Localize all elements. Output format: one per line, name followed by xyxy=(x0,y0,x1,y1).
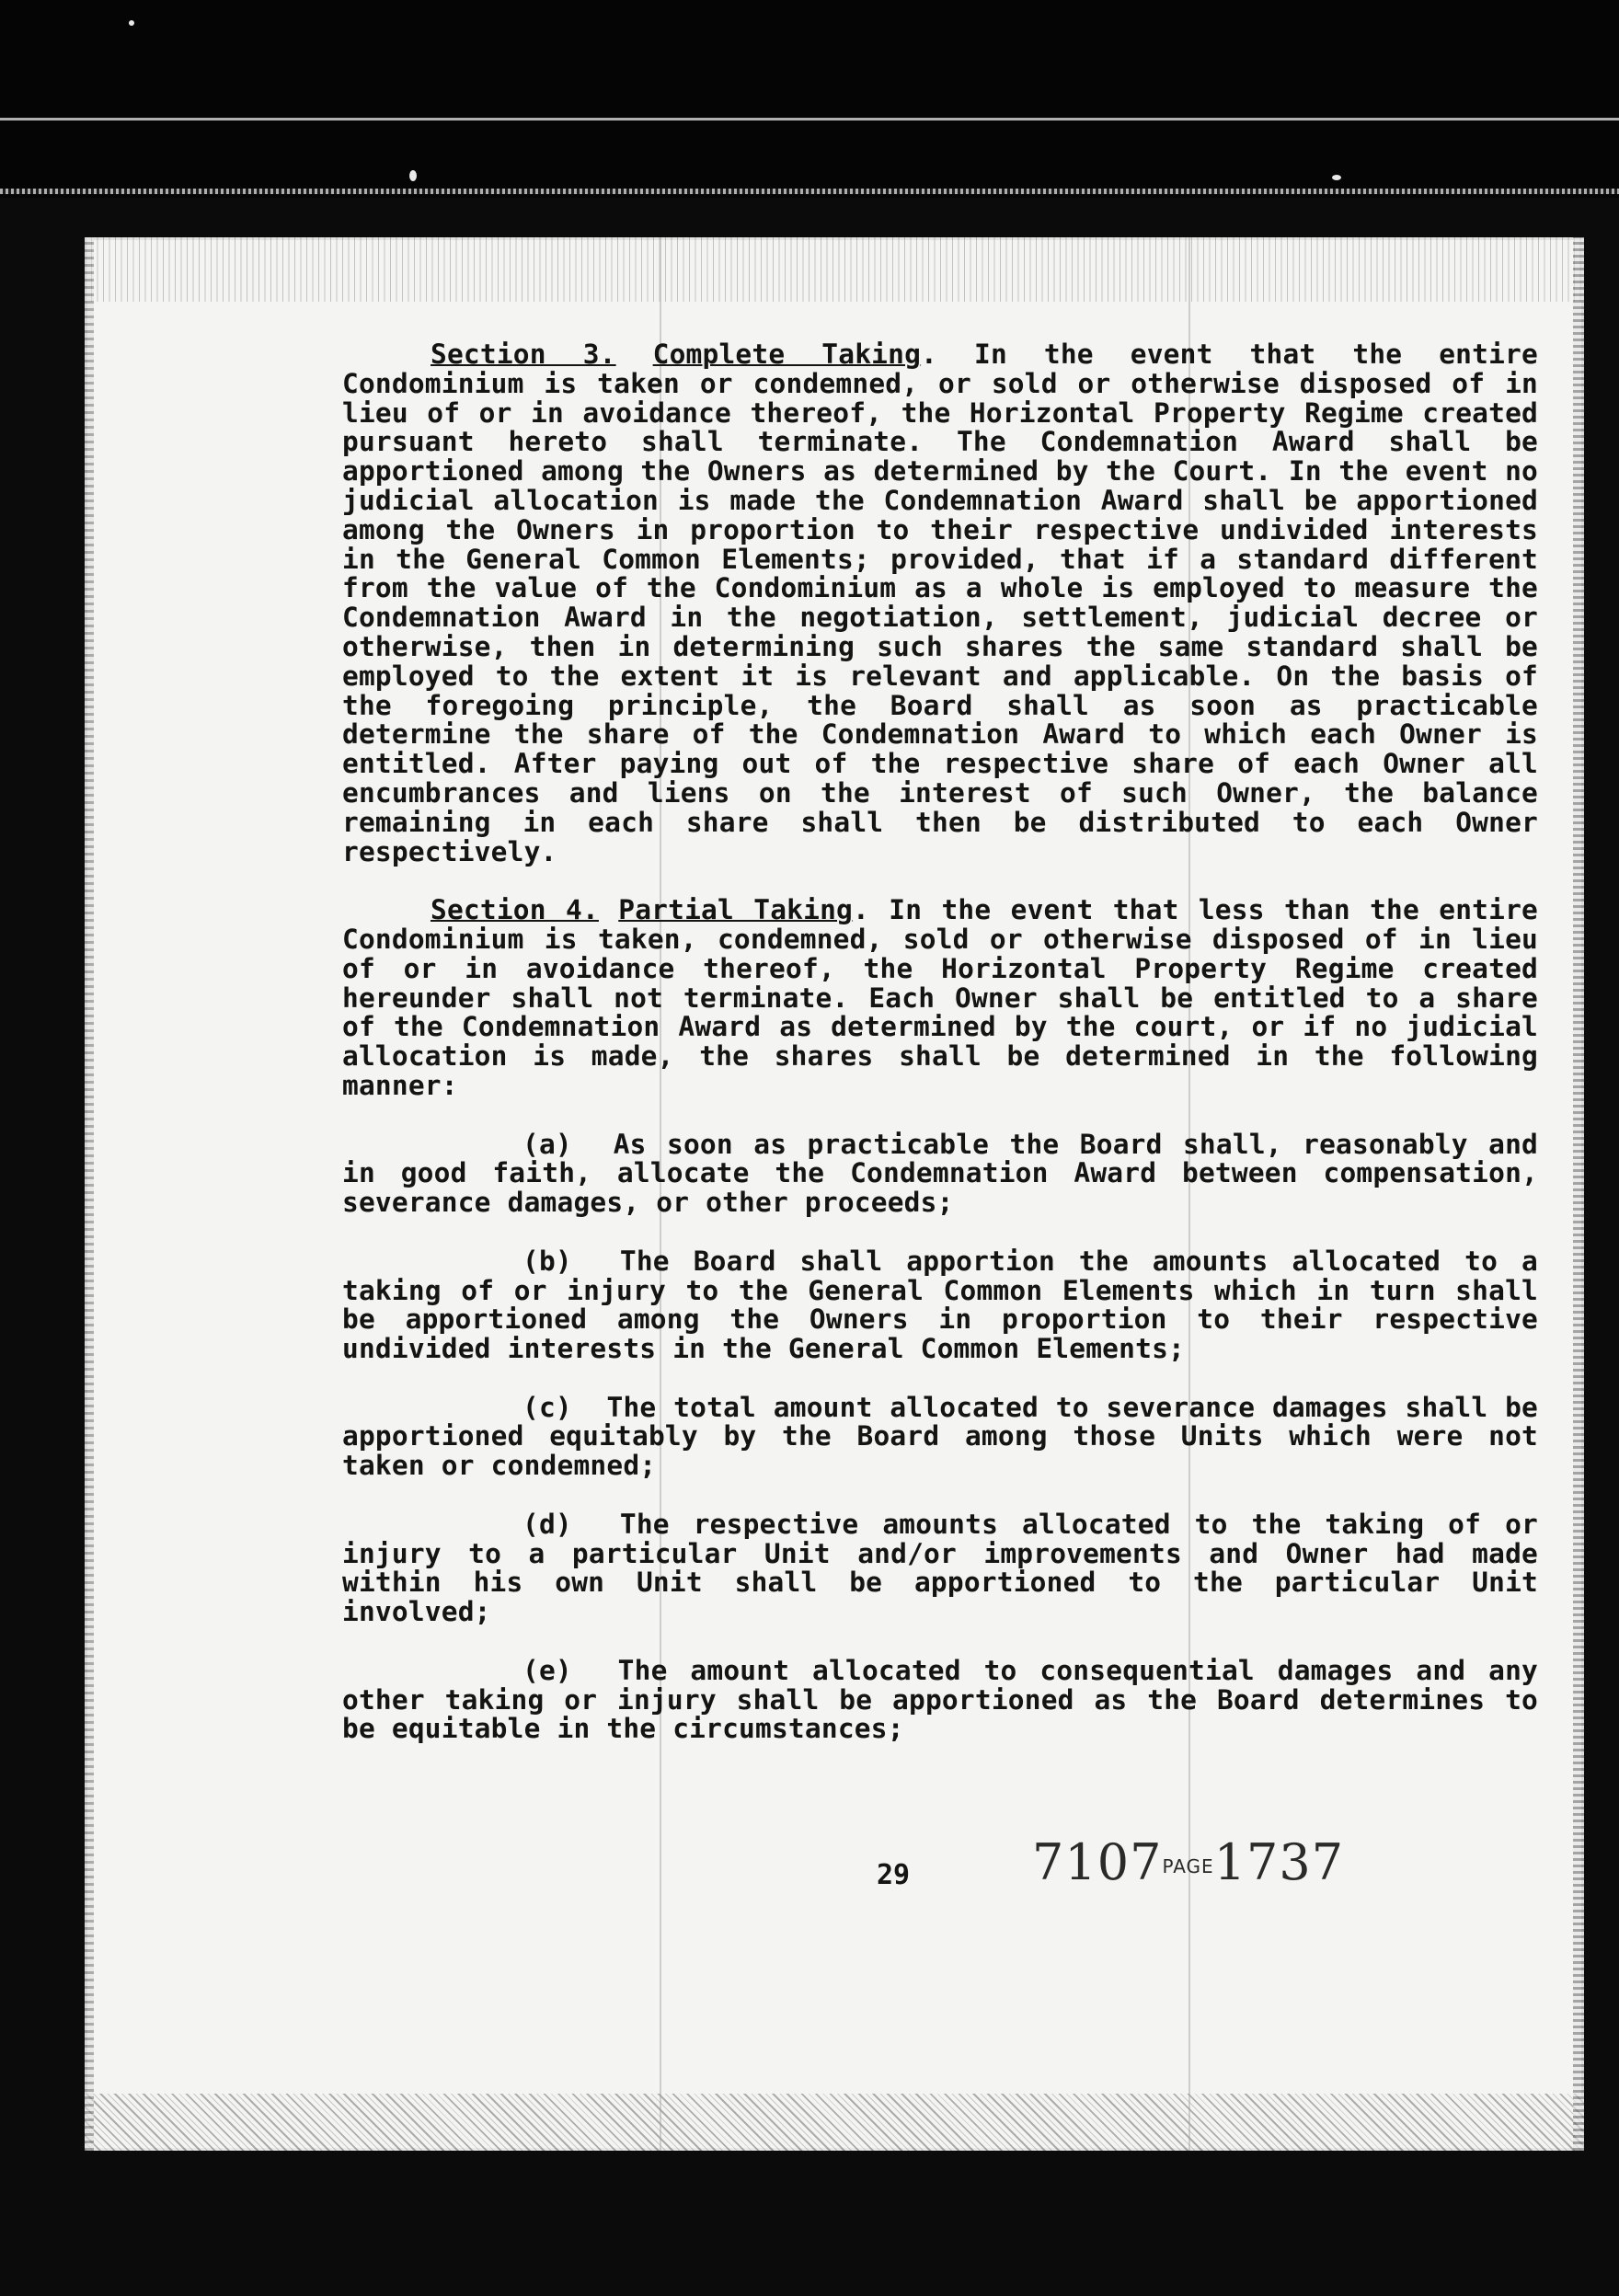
item-text: The Board shall apportion the amounts allocated to a taking of or injury to the General Common Elements which in turn shall be apportioned among the Owners in proportion to their respective undivided interests in the General Common Elements; xyxy=(342,1245,1538,1365)
dust-speck xyxy=(1332,175,1341,180)
section-4-title: Partial Taking xyxy=(618,894,854,926)
item-label: (c) xyxy=(522,1391,572,1423)
section-3-heading: Section 3. xyxy=(431,339,616,370)
book-number: 7107 xyxy=(1032,1833,1163,1891)
list-item-e xyxy=(342,1654,1539,1745)
list-item-c xyxy=(342,1391,1539,1482)
item-text: The total amount allocated to severance damages shall be apportioned equitably by the Board among those Units which were not taken or condemned; xyxy=(342,1391,1539,1482)
scan-noise-left xyxy=(85,237,94,2151)
scan-edge-line xyxy=(0,118,1619,121)
scan-noise-top xyxy=(85,237,1584,302)
list-item-d xyxy=(342,1510,1538,1627)
section-4-heading: Section 4. xyxy=(431,894,599,926)
item-text: As soon as practicable the Board shall, reasonably and in good faith, allocate the Condemnation Award between compensation, severance damages, or other proceeds; xyxy=(342,1128,1539,1219)
document-page xyxy=(85,237,1584,2151)
section-4-paragraph xyxy=(342,896,1538,1101)
book-page-label: PAGE xyxy=(1162,1855,1214,1877)
dust-speck xyxy=(409,170,417,181)
scan-top-band xyxy=(0,0,1619,198)
section-3-paragraph xyxy=(342,340,1538,867)
section-3-title: Complete Taking xyxy=(652,339,922,370)
page-number: 29 xyxy=(877,1859,911,1891)
section-3-text: . In the event that the entire Condominium is taken or condemned, or sold or otherwise disposed of in lieu of or in avoidance thereof, the Horizontal Property Regime created pursuant hereto shall terminate. The Condemnation Award shall be apportioned among the Owners as determined by the Court. In the event no judicial allocation is made the Condemnation Award shall be apportioned among the Owners in proportion to their respective undivided interests in the General Common Elements; provided, that if a standard different from the value of the Condominium as a whole is employed to measure the Condemnation Award in the negotiation, settlement, judicial decree or otherwise, then in determining such shares the same standard shall be employed to the extent it is relevant and applicable. On the basis of the foregoing principle, the Board shall as soon as practicable determine the share of the Condemnation Award to which each Owner is entitled. After paying out of the respective share of each Owner all encumbrances and liens on the interest of such Owner, the balance remaining in each share shall then be distributed to each Owner respectively. xyxy=(342,339,1538,867)
book-page-number: 1737 xyxy=(1213,1833,1345,1891)
section-4-text: . In the event that less than the entire Condominium is taken, condemned, sold or otherwise disposed of in lieu of or in avoidance thereof, the Horizontal Property Regime created hereunder shall not terminate. Each Owner shall be entitled to a share of the Condemnation Award as determined by the court, or if no judicial allocation is made, the shares shall be determined in the following manner: xyxy=(342,894,1539,1101)
scan-noise-right xyxy=(1573,237,1584,2151)
book-page-stamp xyxy=(1032,1833,1344,1891)
document-body xyxy=(342,340,1538,1774)
item-label: (b) xyxy=(522,1245,572,1277)
item-text: The respective amounts allocated to the taking of or injury to a particular Unit and/or improvements and Owner had made within his own Unit shall be apportioned to the particular Unit involved; xyxy=(342,1508,1538,1628)
item-label: (e) xyxy=(522,1654,572,1686)
item-label: (a) xyxy=(522,1128,572,1160)
scan-noise-bottom xyxy=(85,2094,1584,2151)
list-item-b xyxy=(342,1247,1538,1364)
list-item-a xyxy=(342,1128,1539,1219)
item-text: The amount allocated to consequential damages and any other taking or injury shall be apportioned as the Board determines to be equitable in the circumstances; xyxy=(342,1654,1539,1745)
scan-edge-noise xyxy=(0,189,1619,194)
dust-speck xyxy=(129,20,134,26)
item-label: (d) xyxy=(522,1508,572,1540)
